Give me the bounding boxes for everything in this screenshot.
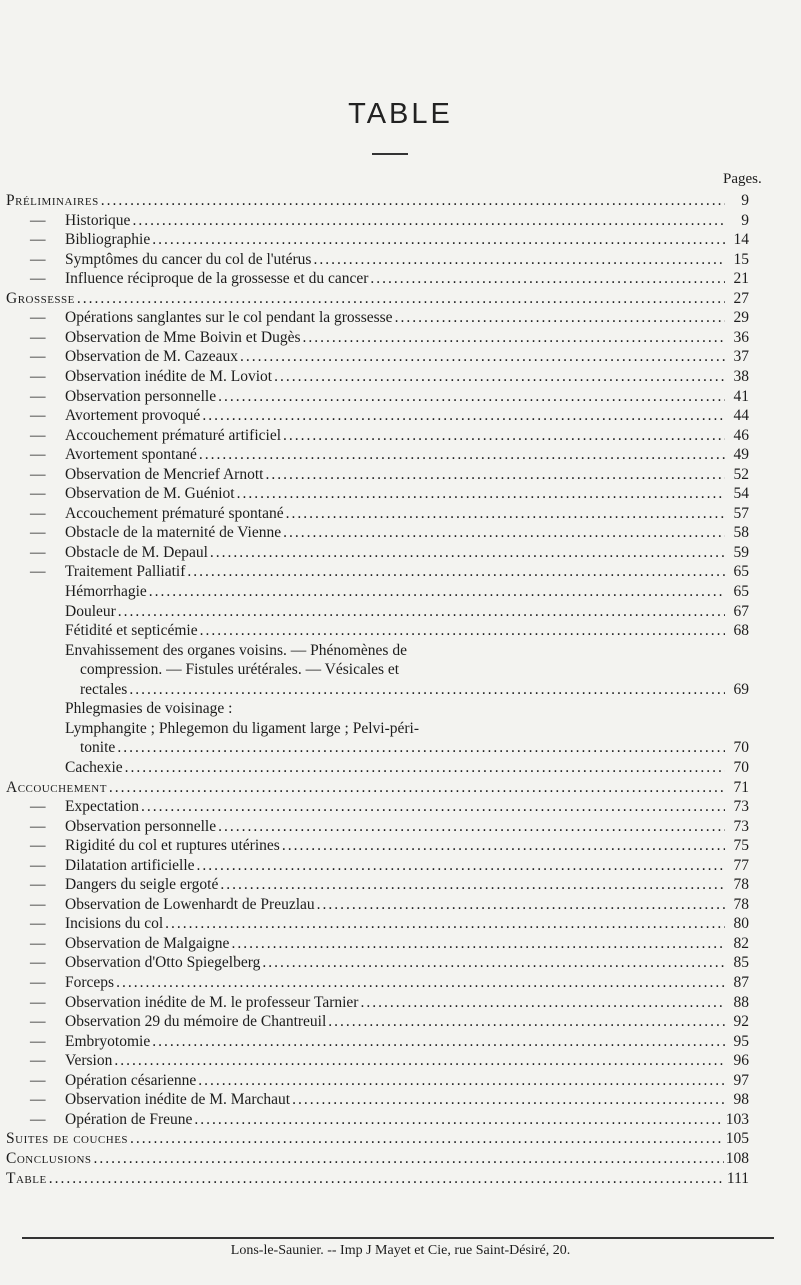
- page-number: 78: [733, 876, 749, 893]
- entry-label: Observation de Mme Boivin et Dugès: [65, 329, 301, 346]
- page-number: 65: [733, 563, 749, 580]
- toc-text-line: Lymphangite ; Phlegemon du ligament large ; Pelvi-péri-: [65, 720, 419, 737]
- entry-label: Incisions du col: [65, 915, 164, 932]
- entry-label: Hémorrhagie: [65, 583, 147, 600]
- entry-label: Observation de M. Cazeaux: [65, 348, 239, 365]
- leader-dots: [328, 1012, 725, 1031]
- entry-label: Observation 29 du mémoire de Chantreuil: [65, 1013, 327, 1030]
- entry-dash: —: [30, 309, 46, 326]
- leader-dots: [218, 387, 725, 406]
- leader-dots: [274, 367, 725, 386]
- entry-label: Forceps: [65, 974, 115, 991]
- entry-label: rectales: [80, 681, 128, 698]
- entry-dash: —: [30, 935, 46, 952]
- page-number: 59: [733, 544, 749, 561]
- toc-entry: [65, 347, 749, 366]
- entry-label: Observation d'Otto Spiegelberg: [65, 954, 261, 971]
- page-number: 37: [733, 348, 749, 365]
- leader-dots: [197, 856, 725, 875]
- entry-label: Douleur: [65, 603, 116, 620]
- entry-label: Observation inédite de M. Loviot: [65, 368, 273, 385]
- entry-dash: —: [30, 563, 46, 580]
- entry-label: Accouchement prématuré spontané: [65, 505, 284, 522]
- leader-dots: [313, 250, 725, 269]
- toc-entry: [65, 1071, 749, 1090]
- entry-dash: —: [30, 270, 46, 287]
- leader-dots: [117, 738, 725, 757]
- page-number: 85: [733, 954, 749, 971]
- page-number: 71: [733, 779, 749, 796]
- page-number: 70: [733, 739, 749, 756]
- page-number: 92: [733, 1013, 749, 1030]
- toc-section: [6, 778, 749, 797]
- page-number: 15: [733, 251, 749, 268]
- entry-dash: —: [30, 368, 46, 385]
- entry-label: Observation de Mencrief Arnott: [65, 466, 264, 483]
- entry-label: Dilatation artificielle: [65, 857, 195, 874]
- page-number: 77: [733, 857, 749, 874]
- toc-text-line: Envahissement des organes voisins. — Phénomènes de: [65, 642, 407, 659]
- leader-dots: [152, 1032, 725, 1051]
- entry-label: Embryotomie: [65, 1033, 151, 1050]
- page-number: 44: [733, 407, 749, 424]
- page-number: 29: [733, 309, 749, 326]
- leader-dots: [200, 621, 725, 640]
- toc-entry: [65, 973, 749, 992]
- leader-dots: [317, 895, 725, 914]
- entry-dash: —: [30, 798, 46, 815]
- page-number: 38: [733, 368, 749, 385]
- toc-entry: [65, 426, 749, 445]
- entry-dash: —: [30, 1072, 46, 1089]
- leader-dots: [152, 230, 725, 249]
- entry-label: Symptômes du cancer du col de l'utérus: [65, 251, 312, 268]
- entry-dash: —: [30, 915, 46, 932]
- leader-dots: [210, 543, 725, 562]
- entry-label: Observation de Lowenhardt de Preuzlau: [65, 896, 315, 913]
- toc-entry: [65, 523, 749, 542]
- entry-dash: —: [30, 876, 46, 893]
- entry-label: Observation inédite de M. Marchaut: [65, 1091, 291, 1108]
- entry-dash: —: [30, 896, 46, 913]
- toc-entry: [65, 250, 749, 269]
- pages-heading: Pages.: [723, 171, 762, 187]
- toc-entry: [65, 230, 749, 249]
- toc-entry: [65, 875, 749, 894]
- page-number: 14: [733, 231, 749, 248]
- leader-dots: [114, 1051, 725, 1070]
- page-number: 95: [733, 1033, 749, 1050]
- entry-dash: —: [30, 1033, 46, 1050]
- toc-entry: [65, 1012, 749, 1031]
- page-number: 57: [733, 505, 749, 522]
- page-number: 68: [733, 622, 749, 639]
- leader-dots: [240, 347, 725, 366]
- page-number: 78: [733, 896, 749, 913]
- page-number: 108: [725, 1150, 749, 1167]
- entry-dash: —: [30, 212, 46, 229]
- entry-dash: —: [30, 388, 46, 405]
- leader-dots: [302, 328, 725, 347]
- leader-dots: [94, 1149, 724, 1168]
- entry-label: Rigidité du col et ruptures utérines: [65, 837, 280, 854]
- entry-label: Préliminaires: [6, 192, 99, 209]
- toc-entry: [65, 543, 749, 562]
- page-number: 73: [733, 798, 749, 815]
- entry-dash: —: [30, 544, 46, 561]
- page-number: 98: [733, 1091, 749, 1108]
- toc-section: [6, 1129, 749, 1148]
- page-number: 9: [741, 192, 749, 209]
- entry-label: Table: [6, 1170, 47, 1187]
- toc-entry: [65, 1090, 749, 1109]
- entry-dash: —: [30, 505, 46, 522]
- page-number: 54: [733, 485, 749, 502]
- toc-entry: [65, 934, 749, 953]
- toc-text-line: compression. — Fistules urétérales. — Vésicales et: [80, 661, 400, 678]
- page-number: 111: [726, 1170, 749, 1187]
- toc-entry: [65, 856, 749, 875]
- entry-label: Version: [65, 1052, 113, 1069]
- toc-entry: [65, 758, 749, 777]
- page-number: 41: [733, 388, 749, 405]
- page-number: 69: [733, 681, 749, 698]
- entry-label: Traitement Palliatif: [65, 563, 186, 580]
- toc-entry: [65, 914, 749, 933]
- page-number: 36: [733, 329, 749, 346]
- entry-dash: —: [30, 524, 46, 541]
- page-number: 88: [733, 994, 749, 1011]
- page-number: 80: [733, 915, 749, 932]
- page-number: 97: [733, 1072, 749, 1089]
- entry-dash: —: [30, 329, 46, 346]
- entry-dash: —: [30, 427, 46, 444]
- toc-section: [6, 289, 749, 308]
- toc-entry: [65, 367, 749, 386]
- entry-label: Conclusions: [6, 1150, 92, 1167]
- entry-dash: —: [30, 974, 46, 991]
- toc-entry: [65, 582, 749, 601]
- leader-dots: [262, 953, 725, 972]
- entry-label: Avortement spontané: [65, 446, 197, 463]
- toc-entry: [65, 1051, 749, 1070]
- page-number: 21: [733, 270, 749, 287]
- toc-section: [6, 191, 749, 210]
- entry-label: Accouchement: [6, 779, 107, 796]
- toc-entry: [65, 445, 749, 464]
- entry-label: Historique: [65, 212, 131, 229]
- entry-label: Dangers du seigle ergoté: [65, 876, 219, 893]
- page-number: 73: [733, 818, 749, 835]
- leader-dots: [199, 445, 725, 464]
- entry-dash: —: [30, 466, 46, 483]
- page-number: 58: [733, 524, 749, 541]
- page-number: 49: [733, 446, 749, 463]
- entry-label: Grossesse: [6, 290, 75, 307]
- entry-label: Avortement provoqué: [65, 407, 201, 424]
- leader-dots: [360, 993, 725, 1012]
- entry-dash: —: [30, 348, 46, 365]
- leader-dots: [141, 797, 725, 816]
- entry-dash: —: [30, 837, 46, 854]
- leader-dots: [109, 778, 725, 797]
- entry-label: Observation de M. Guéniot: [65, 485, 235, 502]
- toc-entry: [65, 621, 749, 640]
- page-number: 70: [733, 759, 749, 776]
- toc-entry: [65, 836, 749, 855]
- leader-dots: [286, 504, 725, 523]
- title-rule: [372, 153, 408, 155]
- footer-rule: [22, 1237, 774, 1239]
- toc-section: [6, 1169, 749, 1188]
- entry-dash: —: [30, 446, 46, 463]
- toc-entry: [65, 1110, 749, 1129]
- entry-label: Influence réciproque de la grossesse et du cancer: [65, 270, 369, 287]
- entry-label: Obstacle de M. Depaul: [65, 544, 208, 561]
- toc-entry: [65, 895, 749, 914]
- toc-entry: [65, 1032, 749, 1051]
- leader-dots: [101, 191, 725, 210]
- leader-dots: [118, 602, 725, 621]
- toc-section: [6, 1149, 749, 1168]
- leader-dots: [237, 484, 725, 503]
- page-number: 46: [733, 427, 749, 444]
- toc-entry: [65, 484, 749, 503]
- toc-entry: [65, 562, 749, 581]
- entry-label: Cachexie: [65, 759, 123, 776]
- leader-dots: [187, 562, 725, 581]
- toc-entry: [65, 269, 749, 288]
- page-number: 67: [733, 603, 749, 620]
- page-number: 96: [733, 1052, 749, 1069]
- leader-dots: [218, 817, 725, 836]
- entry-dash: —: [30, 818, 46, 835]
- toc-entry: [80, 738, 749, 757]
- entry-dash: —: [30, 1013, 46, 1030]
- toc-entry: [65, 328, 749, 347]
- leader-dots: [292, 1090, 725, 1109]
- entry-label: Bibliographie: [65, 231, 151, 248]
- leader-dots: [370, 269, 725, 288]
- entry-label: Opérations sanglantes sur le col pendant la grossesse: [65, 309, 393, 326]
- entry-dash: —: [30, 1091, 46, 1108]
- leader-dots: [220, 875, 725, 894]
- leader-dots: [132, 211, 725, 230]
- entry-label: Expectation: [65, 798, 140, 815]
- leader-dots: [265, 465, 725, 484]
- entry-dash: —: [30, 231, 46, 248]
- page-number: 9: [741, 212, 749, 229]
- page-number: 82: [733, 935, 749, 952]
- toc-entry: [65, 406, 749, 425]
- toc-entry: [65, 953, 749, 972]
- toc-entry: [65, 504, 749, 523]
- toc-entry: [65, 602, 749, 621]
- entry-label: Fétidité et septicémie: [65, 622, 198, 639]
- leader-dots: [125, 758, 725, 777]
- leader-dots: [395, 308, 725, 327]
- entry-dash: —: [30, 251, 46, 268]
- leader-dots: [129, 680, 725, 699]
- entry-dash: —: [30, 1111, 46, 1128]
- entry-dash: —: [30, 1052, 46, 1069]
- toc-entry: [65, 211, 749, 230]
- leader-dots: [116, 973, 725, 992]
- entry-label: Opération césarienne: [65, 1072, 197, 1089]
- page-number: 52: [733, 466, 749, 483]
- page-number: 65: [733, 583, 749, 600]
- entry-label: tonite: [80, 739, 116, 756]
- page-number: 75: [733, 837, 749, 854]
- page-number: 87: [733, 974, 749, 991]
- toc-entry: [80, 680, 749, 699]
- entry-label: Obstacle de la maternité de Vienne: [65, 524, 282, 541]
- entry-dash: —: [30, 857, 46, 874]
- entry-dash: —: [30, 954, 46, 971]
- page-number: 105: [725, 1130, 749, 1147]
- page-title: TABLE: [348, 98, 453, 130]
- toc-entry: [65, 993, 749, 1012]
- leader-dots: [49, 1169, 725, 1188]
- toc-entry: [65, 465, 749, 484]
- leader-dots: [149, 582, 725, 601]
- imprint-footer: Lons-le-Saunier. -- Imp J Mayet et Cie, rue Saint-Désiré, 20.: [230, 1243, 571, 1258]
- entry-label: Observation inédite de M. le professeur Tarnier: [65, 994, 359, 1011]
- entry-label: Observation personnelle: [65, 388, 217, 405]
- entry-label: Suites de couches: [6, 1130, 129, 1147]
- toc-text-line: Phlegmasies de voisinage :: [65, 700, 233, 717]
- entry-label: Accouchement prématuré artificiel: [65, 427, 282, 444]
- toc-entry: [65, 387, 749, 406]
- entry-dash: —: [30, 407, 46, 424]
- toc-entry: [65, 797, 749, 816]
- entry-label: Observation personnelle: [65, 818, 217, 835]
- leader-dots: [202, 406, 725, 425]
- leader-dots: [282, 836, 725, 855]
- leader-dots: [77, 289, 725, 308]
- leader-dots: [198, 1071, 725, 1090]
- leader-dots: [194, 1110, 723, 1129]
- leader-dots: [283, 523, 725, 542]
- toc-entry: [65, 817, 749, 836]
- entry-label: Observation de Malgaigne: [65, 935, 230, 952]
- page-number: 27: [733, 290, 749, 307]
- leader-dots: [283, 426, 725, 445]
- leader-dots: [231, 934, 725, 953]
- entry-dash: —: [30, 994, 46, 1011]
- entry-dash: —: [30, 485, 46, 502]
- leader-dots: [165, 914, 725, 933]
- page-number: 103: [725, 1111, 749, 1128]
- toc-entry: [65, 308, 749, 327]
- leader-dots: [130, 1129, 724, 1148]
- entry-label: Opération de Freune: [65, 1111, 193, 1128]
